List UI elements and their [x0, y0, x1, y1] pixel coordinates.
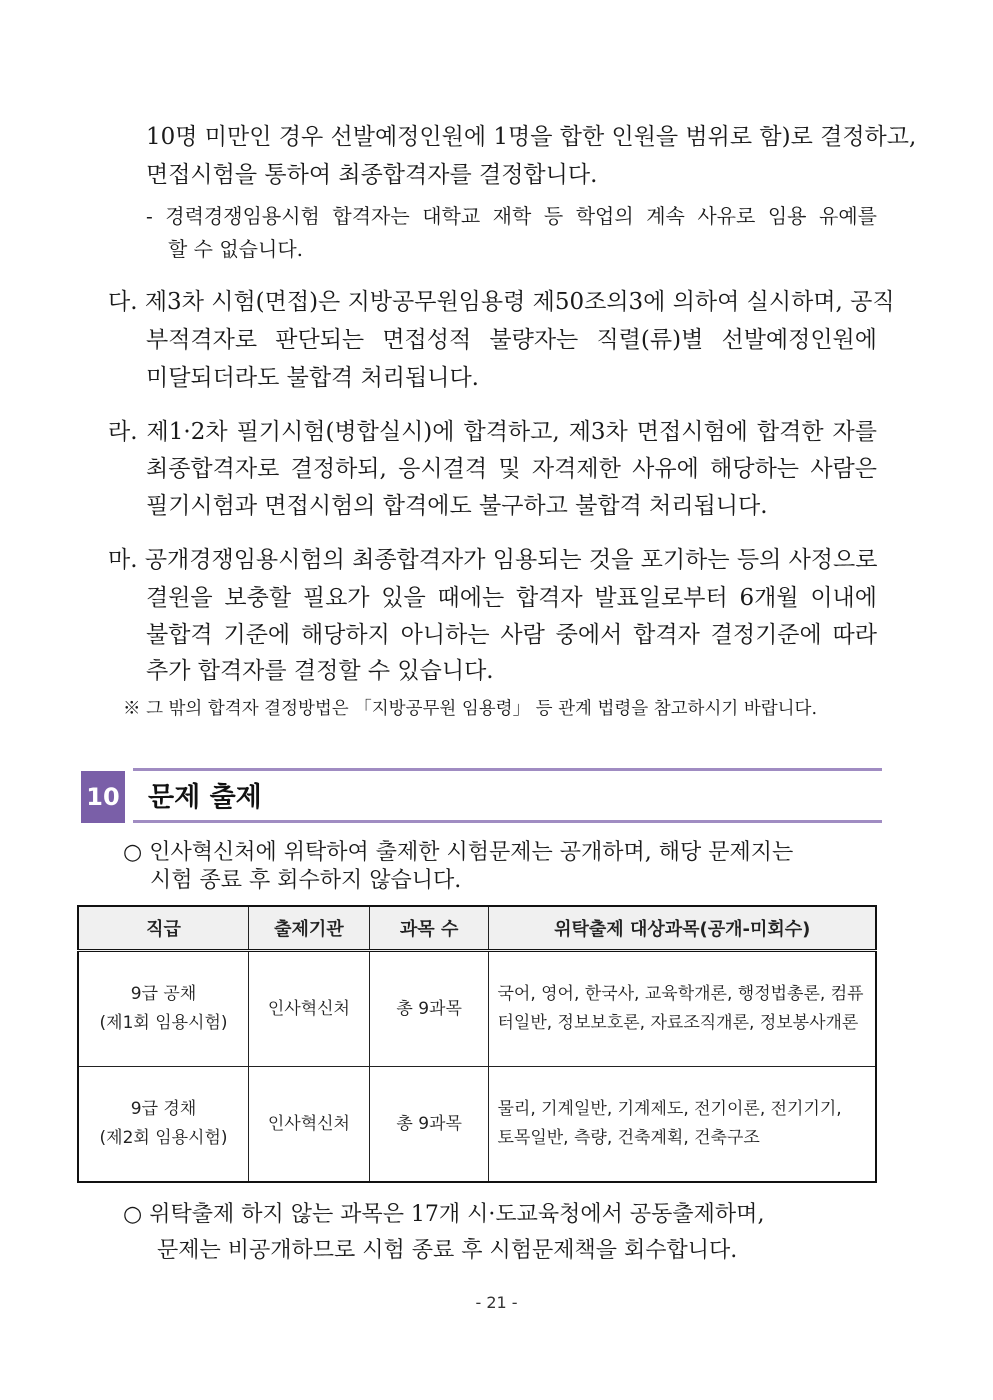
grade-name: 9급 경채: [130, 1099, 197, 1119]
column-header: 직급: [78, 906, 249, 951]
grade-cell: [78, 1067, 249, 1183]
item-da-line: 다. 제3차 시험(면접)은 지방공무원임용령 제50조의3에 의하여 실시하며, 공직: [108, 289, 895, 315]
paragraph-line: 10명 미만인 경우 선발예정인원에 1명을 합한 인원을 범위로 함)로 결정하고,: [146, 124, 917, 150]
reference-note: ※ 그 밖의 합격자 결정방법은 「지방공무원 임용령」 등 관계 법령을 참고하시기 바랍니다.: [123, 699, 818, 719]
grade-name: 9급 공채: [130, 984, 197, 1004]
item-da-line: 부적격자로 판단되는 면접성적 불량자는 직렬(류)별 선발예정인원에: [146, 327, 877, 353]
item-ra-line: 필기시험과 면접시험의 합격에도 불구하고 불합격 처리됩니다.: [146, 493, 768, 519]
agency-cell: 인사혁신처: [249, 951, 370, 1067]
paragraph-line: 면접시험을 통하여 최종합격자를 결정합니다.: [146, 162, 598, 188]
section-intro-line: ○ 인사혁신처에 위탁하여 출제한 시험문제는 공개하며, 해당 문제지는: [123, 840, 794, 865]
dash-item-line: 할 수 없습니다.: [168, 237, 303, 261]
item-ma-line: 결원을 보충할 필요가 있을 때에는 합격자 발표일로부터 6개월 이내에: [146, 585, 877, 611]
item-ma-line: 마. 공개경쟁임용시험의 최종합격자가 임용되는 것을 포기하는 등의 사정으로: [108, 547, 878, 573]
count-cell: 총 9과목: [369, 951, 489, 1067]
subjects-line: 토목일반, 측량, 건축계획, 건축구조: [497, 1128, 760, 1148]
section-rule-top: [133, 768, 882, 771]
section-intro-line: 시험 종료 후 회수하지 않습니다.: [150, 868, 462, 893]
table-row: [78, 1067, 876, 1183]
section-rule-bottom: [133, 820, 882, 823]
item-ma-line: 추가 합격자를 결정할 수 있습니다.: [146, 658, 494, 684]
grade-round: (제2회 임용시험): [99, 1128, 228, 1148]
section-number-badge: 10: [81, 771, 125, 823]
subjects-line: 국어, 영어, 한국사, 교육학개론, 행정법총론, 컴퓨: [497, 984, 864, 1004]
item-da-line: 미달되더라도 불합격 처리됩니다.: [146, 365, 479, 391]
subjects-cell: [489, 951, 876, 1067]
subjects-cell: [489, 1067, 876, 1183]
item-ma-line: 불합격 기준에 해당하지 아니하는 사람 중에서 합격자 결정기준에 따라: [146, 622, 877, 648]
item-ra-line: 라. 제1·2차 필기시험(병합실시)에 합격하고, 제3차 면접시험에 합격한 자를: [108, 419, 877, 445]
section-outro-line: 문제는 비공개하므로 시험 종료 후 시험문제책을 회수합니다.: [157, 1238, 738, 1263]
count-cell: 총 9과목: [369, 1067, 489, 1183]
column-header: 위탁출제 대상과목(공개-미회수): [489, 906, 876, 951]
item-ra-line: 최종합격자로 결정하되, 응시결격 및 자격제한 사유에 해당하는 사람은: [146, 456, 877, 482]
subjects-line: 터일반, 정보보호론, 자료조직개론, 정보봉사개론: [497, 1013, 859, 1033]
subjects-line: 물리, 기계일반, 기계제도, 전기이론, 전기기기,: [497, 1099, 842, 1119]
column-header: 과목 수: [369, 906, 489, 951]
agency-cell: 인사혁신처: [249, 1067, 370, 1183]
grade-cell: [78, 951, 249, 1067]
column-header: 출제기관: [249, 906, 370, 951]
table-row: [78, 951, 876, 1067]
subjects-table: [77, 905, 877, 1183]
grade-round: (제1회 임용시험): [99, 1013, 228, 1033]
section-title: 문제 출제: [148, 782, 262, 813]
dash-item-line: - 경력경쟁임용시험 합격자는 대학교 재학 등 학업의 계속 사유로 임용 유예를: [146, 204, 877, 228]
section-outro-line: ○ 위탁출제 하지 않는 과목은 17개 시·도교육청에서 공동출제하며,: [123, 1202, 765, 1227]
table-header-row: [78, 906, 876, 951]
page-number: - 21 -: [475, 1293, 518, 1312]
